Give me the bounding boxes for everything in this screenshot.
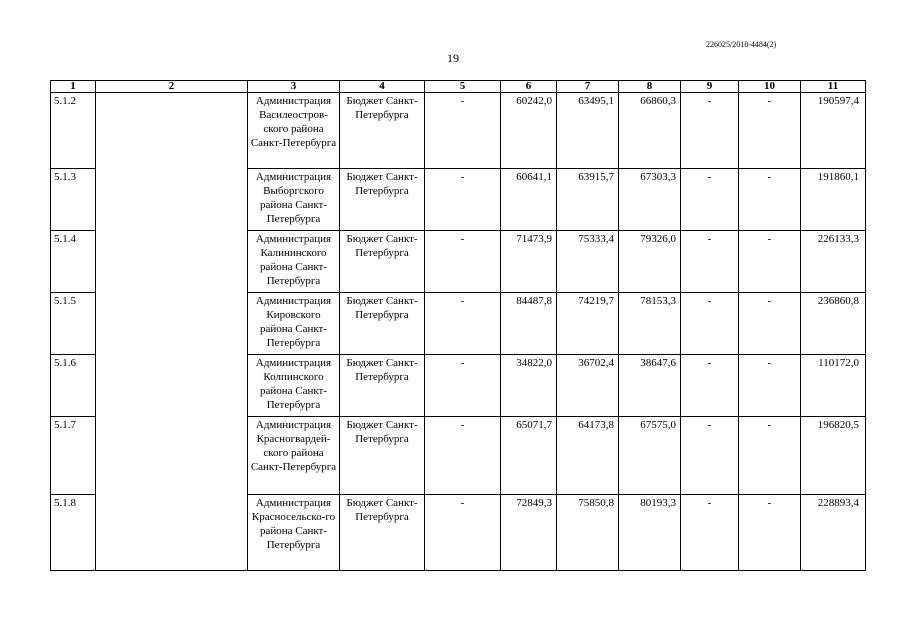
- row-col7: 64173,8: [557, 417, 619, 495]
- table-row: [51, 169, 866, 231]
- row-funding-source: Бюджет Санкт-Петербурга: [340, 169, 425, 231]
- row-col10: -: [739, 93, 801, 169]
- row-col9: -: [681, 169, 739, 231]
- table-row: [51, 93, 866, 169]
- document-number: 226025/2018-4484(2): [706, 40, 777, 49]
- row-executor: Администрация Красносельско-го района Санкт-Петербурга: [248, 495, 340, 571]
- column-header: 11: [801, 81, 866, 93]
- row-code: 5.1.4: [51, 231, 96, 293]
- row-col2: [96, 293, 248, 355]
- row-col7: 63915,7: [557, 169, 619, 231]
- row-col2: [96, 93, 248, 169]
- row-executor: Администрация Калининского района Санкт-Петербурга: [248, 231, 340, 293]
- row-col2: [96, 417, 248, 495]
- row-col6: 60242,0: [501, 93, 557, 169]
- row-funding-source: Бюджет Санкт-Петербурга: [340, 293, 425, 355]
- column-header: 5: [425, 81, 501, 93]
- row-col6: 65071,7: [501, 417, 557, 495]
- budget-table: [50, 80, 866, 571]
- row-col10: -: [739, 355, 801, 417]
- row-code: 5.1.7: [51, 417, 96, 495]
- row-col10: -: [739, 231, 801, 293]
- row-col10: -: [739, 169, 801, 231]
- row-col9: -: [681, 93, 739, 169]
- table-row: [51, 231, 866, 293]
- row-col7: 36702,4: [557, 355, 619, 417]
- row-executor: Администрация Кировского района Санкт-Петербурга: [248, 293, 340, 355]
- row-col6: 71473,9: [501, 231, 557, 293]
- row-funding-source: Бюджет Санкт-Петербурга: [340, 417, 425, 495]
- table-header-row: [51, 81, 866, 93]
- row-col5: -: [425, 93, 501, 169]
- row-col6: 34822,0: [501, 355, 557, 417]
- row-col10: -: [739, 293, 801, 355]
- column-header: 2: [96, 81, 248, 93]
- row-funding-source: Бюджет Санкт-Петербурга: [340, 231, 425, 293]
- row-code: 5.1.2: [51, 93, 96, 169]
- row-col2: [96, 169, 248, 231]
- column-header: 9: [681, 81, 739, 93]
- row-col9: -: [681, 495, 739, 571]
- row-funding-source: Бюджет Санкт-Петербурга: [340, 355, 425, 417]
- row-total: 228893,4: [801, 495, 866, 571]
- row-col9: -: [681, 417, 739, 495]
- row-col8: 38647,6: [619, 355, 681, 417]
- row-col10: -: [739, 417, 801, 495]
- row-funding-source: Бюджет Санкт-Петербурга: [340, 495, 425, 571]
- row-code: 5.1.6: [51, 355, 96, 417]
- column-header: 3: [248, 81, 340, 93]
- row-executor: Администрация Колпинского района Санкт-Петербурга: [248, 355, 340, 417]
- table-row: [51, 417, 866, 495]
- row-col2: [96, 495, 248, 571]
- page-number: 19: [447, 51, 459, 65]
- row-col8: 67575,0: [619, 417, 681, 495]
- row-col8: 67303,3: [619, 169, 681, 231]
- row-total: 190597,4: [801, 93, 866, 169]
- row-executor: Администрация Василеостров-ского района Санкт-Петербурга: [248, 93, 340, 169]
- row-col9: -: [681, 355, 739, 417]
- row-total: 236860,8: [801, 293, 866, 355]
- row-col8: 79326,0: [619, 231, 681, 293]
- column-header: 1: [51, 81, 96, 93]
- column-header: 6: [501, 81, 557, 93]
- row-total: 226133,3: [801, 231, 866, 293]
- row-col9: -: [681, 293, 739, 355]
- row-col7: 75850,8: [557, 495, 619, 571]
- row-col2: [96, 231, 248, 293]
- row-col7: 74219,7: [557, 293, 619, 355]
- row-col9: -: [681, 231, 739, 293]
- row-col5: -: [425, 417, 501, 495]
- row-col8: 80193,3: [619, 495, 681, 571]
- row-total: 110172,0: [801, 355, 866, 417]
- row-col8: 66860,3: [619, 93, 681, 169]
- row-col5: -: [425, 495, 501, 571]
- row-col7: 75333,4: [557, 231, 619, 293]
- column-header: 4: [340, 81, 425, 93]
- row-col7: 63495,1: [557, 93, 619, 169]
- column-header: 10: [739, 81, 801, 93]
- row-code: 5.1.8: [51, 495, 96, 571]
- row-total: 191860,1: [801, 169, 866, 231]
- table-row: [51, 495, 866, 571]
- row-col5: -: [425, 231, 501, 293]
- row-total: 196820,5: [801, 417, 866, 495]
- row-col2: [96, 355, 248, 417]
- row-funding-source: Бюджет Санкт-Петербурга: [340, 93, 425, 169]
- row-col10: -: [739, 495, 801, 571]
- row-col5: -: [425, 355, 501, 417]
- row-col8: 78153,3: [619, 293, 681, 355]
- row-executor: Администрация Выборгского района Санкт-Петербурга: [248, 169, 340, 231]
- row-col6: 72849,3: [501, 495, 557, 571]
- row-executor: Администрация Красногвардей-ского района Санкт-Петербурга: [248, 417, 340, 495]
- column-header: 8: [619, 81, 681, 93]
- row-code: 5.1.5: [51, 293, 96, 355]
- row-col5: -: [425, 169, 501, 231]
- row-col6: 84487,8: [501, 293, 557, 355]
- table-row: [51, 355, 866, 417]
- row-code: 5.1.3: [51, 169, 96, 231]
- table-row: [51, 293, 866, 355]
- row-col5: -: [425, 293, 501, 355]
- column-header: 7: [557, 81, 619, 93]
- row-col6: 60641,1: [501, 169, 557, 231]
